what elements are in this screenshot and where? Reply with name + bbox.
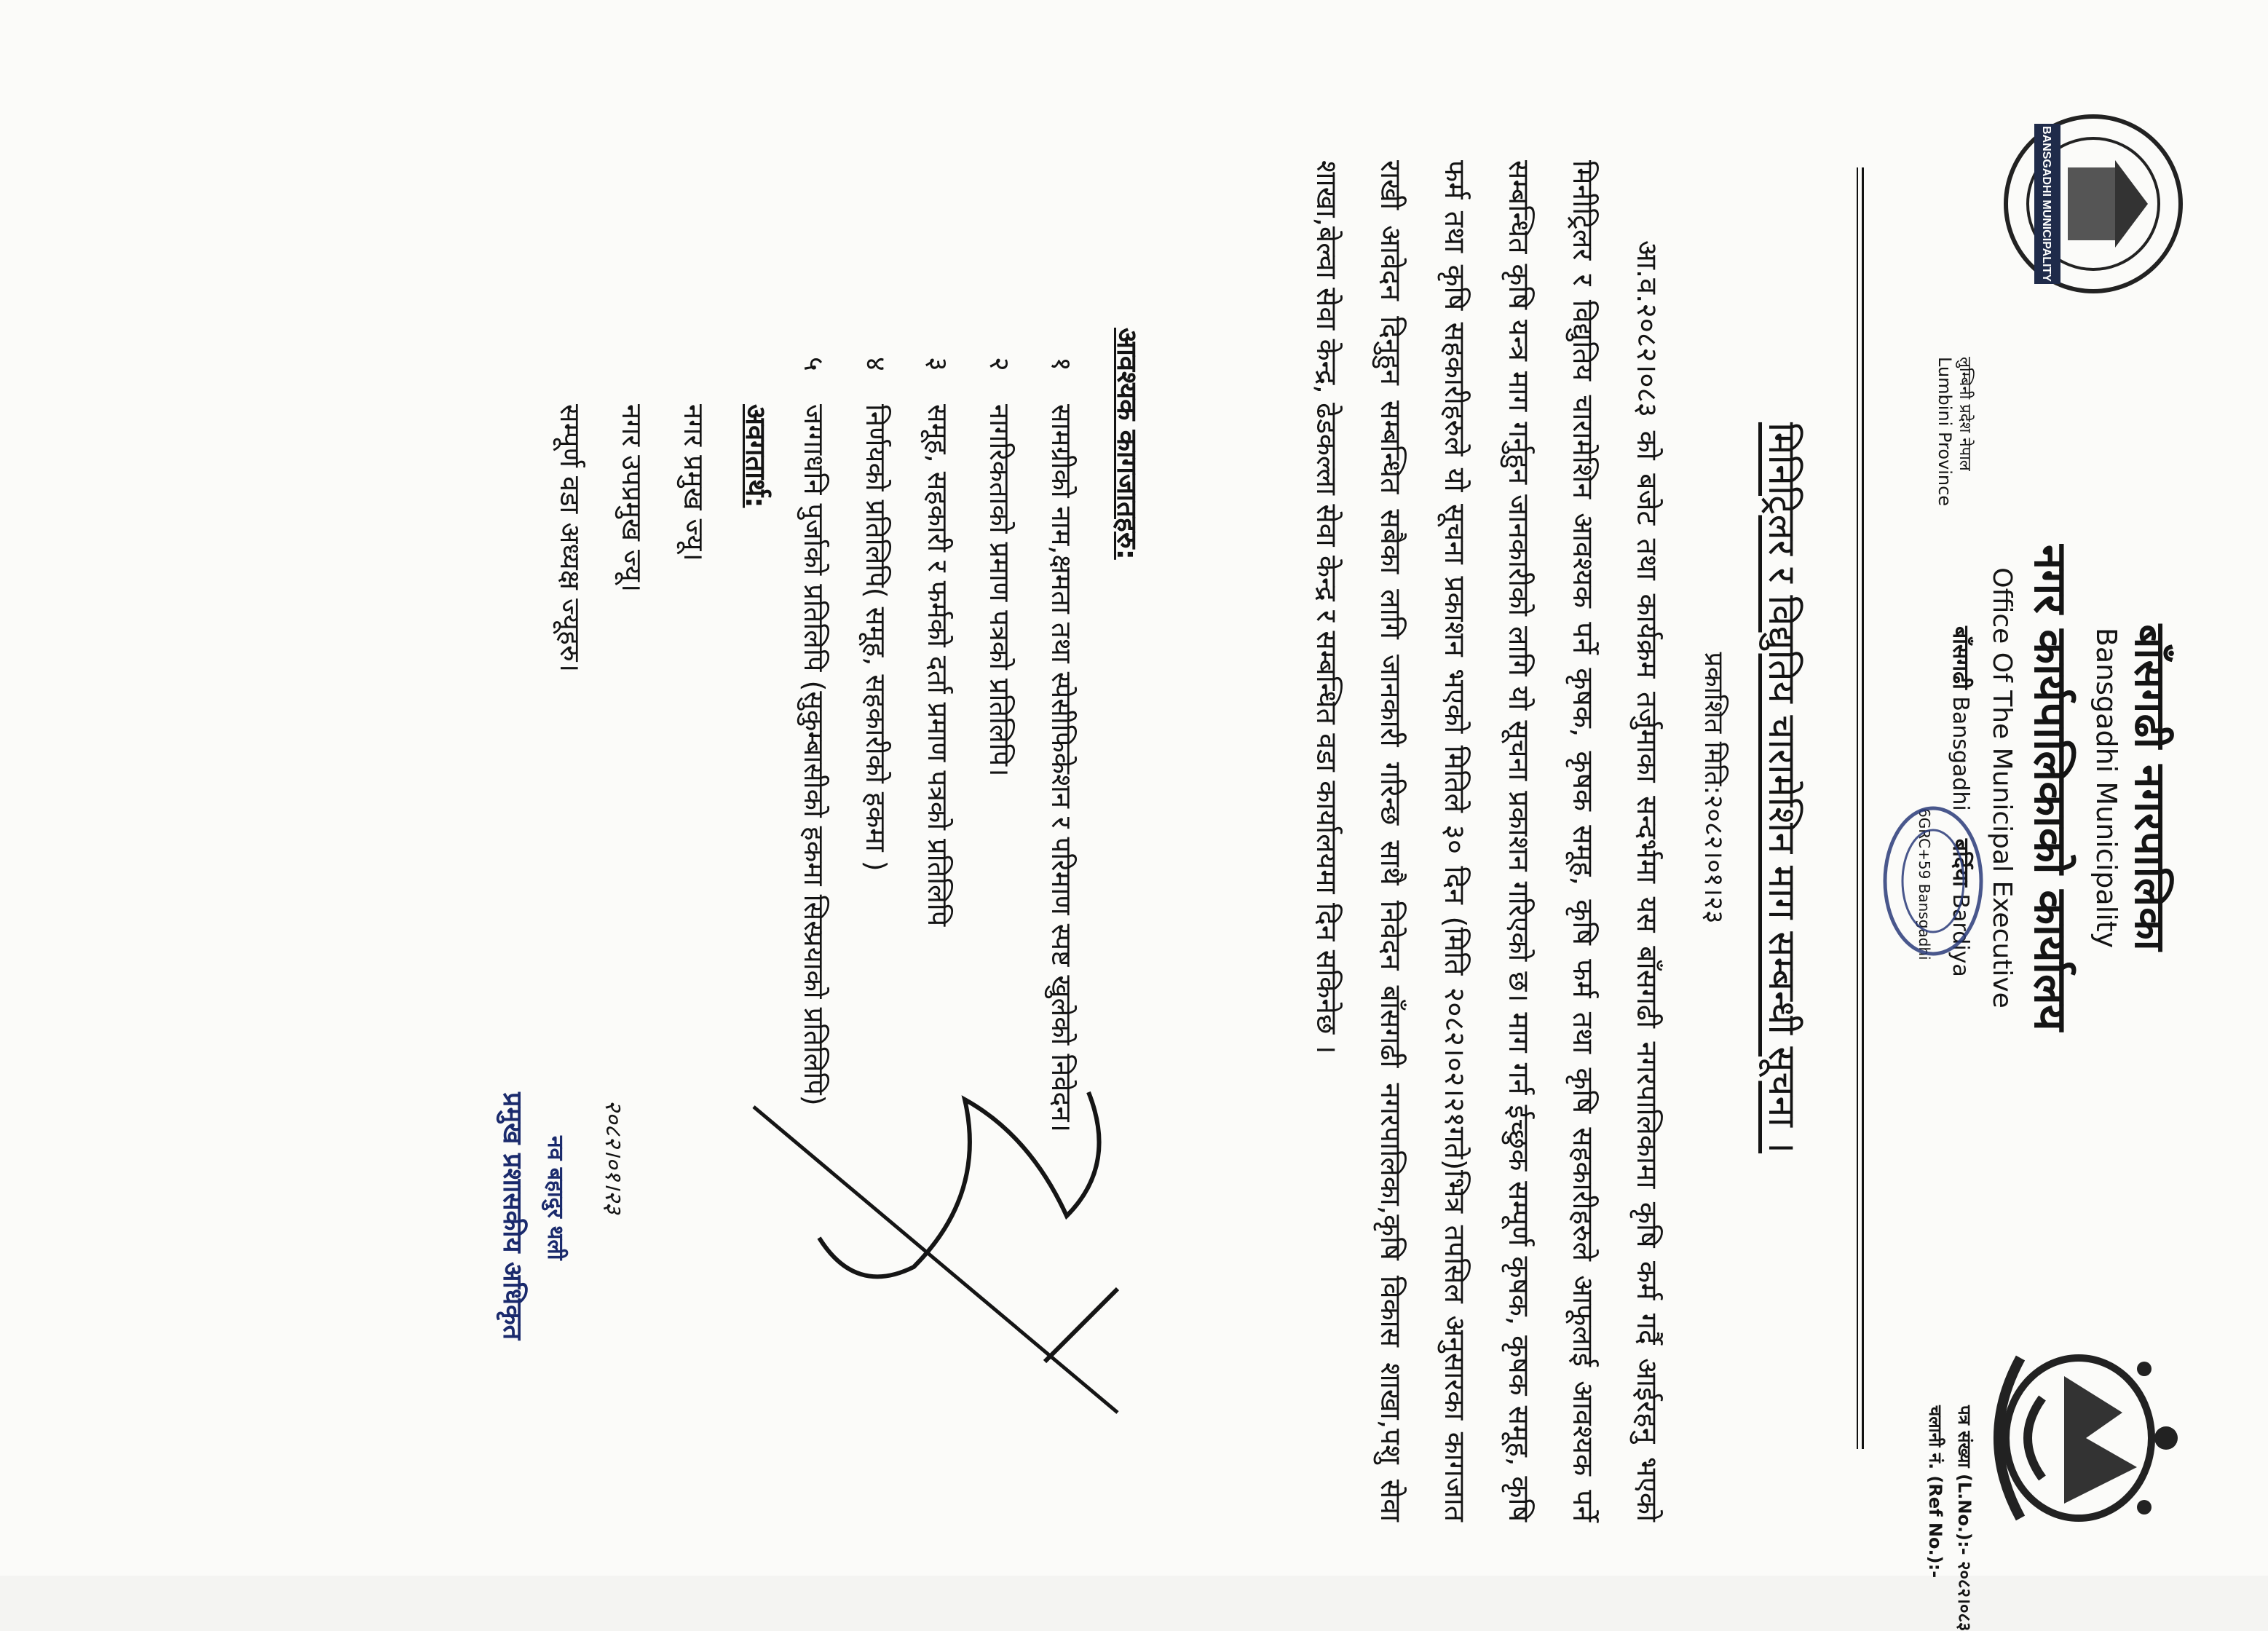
requirement-number: ५ [798,357,830,371]
cc-item: नगर प्रमुख ज्यू। [678,404,710,561]
office-name-np: नगर कार्यपालिकाको कार्यालय [2024,545,2077,1031]
cc-item: नगर उपप्रमुख ज्यू। [616,404,648,593]
office-name-en: Office Of The Municipal Executive [1987,567,2017,1008]
province-np: लुम्बिनी प्रदेश नेपाल [1956,357,1974,471]
municipality-name-en: Bansgadhi Municipality [2090,627,2122,949]
address-en: Bansgadhi [1948,696,1973,811]
municipality-name-np: बाँसगढी नगरपालिका [2125,624,2175,952]
cc-item: सम्पूर्ण वडा अध्यक्ष ज्यूहरु। [554,404,586,673]
requirement-item: जग्गाधनि पुर्जाको प्रतिलिपि (सुकुम्बासीको हकमा सिस्प्रयाको प्रतिलिपि) [798,404,830,1106]
svg-text:BANSGADHI MUNICIPALITY: BANSGADHI MUNICIPALITY [2040,126,2052,282]
requirement-number: २ [984,357,1016,371]
requirement-item: समूह, सहकारी र फर्मको दर्ता प्रमाण पत्रको प्रतिलिपि [922,404,954,927]
letter-number-value: २०८२।०८३ [1954,1560,1975,1631]
requirement-item: निर्णयको प्रतिलिपि( समूह, सहकारीको हकमा ) [860,404,892,872]
header-rule [1862,167,1864,1449]
plus-code: 6GRC+59 Bansgadhi [1916,808,1933,960]
district-np: बर्दिया [1948,838,1973,887]
letter-number-label: पत्र संख्या (L.No.):- [1954,1405,1975,1555]
ref-number-label: चलानी नं. (Ref No.):- [1925,1405,1945,1579]
requirement-number: १ [1046,357,1078,371]
signatory-name: नव बहादुर थली [542,1136,568,1260]
ref-number [1924,1405,1948,1578]
requirement-number: ४ [860,357,892,371]
requirement-item: नागरिकताको प्रमाण पत्रको प्रतिलिपि। [984,404,1016,777]
header-rule-thin [1857,167,1858,1449]
requirement-number: ३ [922,357,954,371]
signature-scribble-icon [722,1048,1132,1427]
published-date: प्रकाशित मिति:२०८२।०१।२३ [1699,652,1728,924]
address-np: बाँसगढी [1948,626,1973,690]
signatory-title: प्रमुख प्रशासकीय अधिकृत [497,1092,527,1340]
requirements-heading: आवश्यक कागजातहरु: [1111,328,1143,560]
cc-heading: अवगतार्थ: [740,404,772,508]
requirement-item: सामग्रीको नाम,क्षमता तथा स्पेसीफिकेशन र परिमाण स्पष्ट खुलेको निवेदन। [1046,404,1078,1133]
notice-title: मिनिट्रिलर र विद्युतिय चारामेशिन माग सम्बन्धी सूचना । [1760,422,1803,1154]
office-stamp-icon [1872,801,1991,961]
notice-body: आ.व.२०८२।०८३ को बजेट तथा कार्यक्रम तर्जुमाका सन्दर्भमा यस बाँसगढी नगरपालिकामा कृषि कर्म गर्दै आईरहनु भएको मिनीट्रिलर र विद्युतिय चारामेशिन आवश्यक पर्ने कृषक, कृषक समूह, कृषि फर्म तथा कृषि सहकारीहरुले आफूलाई आवश्यक पर्ने सम्बन्धित कृषि यन्त्र माग गर्नुहुन जानकारीको लागि यो सूचना प्रकाशन गरिएको छ। माग गर्न ईच्छुक सम्पूर्ण कृषक, कृषक समूह, कृषि फर्म तथा कृषि सहकारीहरुले यो सूचना प्रकाशन भएको मितिले ३० दिन (मिति २०८२।०२।२१गते)भित्र तपसिल अनुसारका कागजात राखी आवेदन दिनुहुन सम्बन्धित सबैका लागि जानकारी गरिन्छ साथै निवेदन बाँसगढी नगरपालिका,कृषि विकास शाखा,पशु सेवा शाखा,बेल्वा सेवा केन्द्र, ढेडकल्ला सेवा केन्द्र र सम्बन्धित वडा कार्यालयमा दिन सकिनेछ । [1310,160,1663,1522]
province-en: Lumbini Province [1935,357,1955,507]
signature-date: २०८२।०१।२३ [600,1099,628,1215]
district-en: Bardiya [1948,893,1973,977]
letter-number [1953,1405,1977,1631]
